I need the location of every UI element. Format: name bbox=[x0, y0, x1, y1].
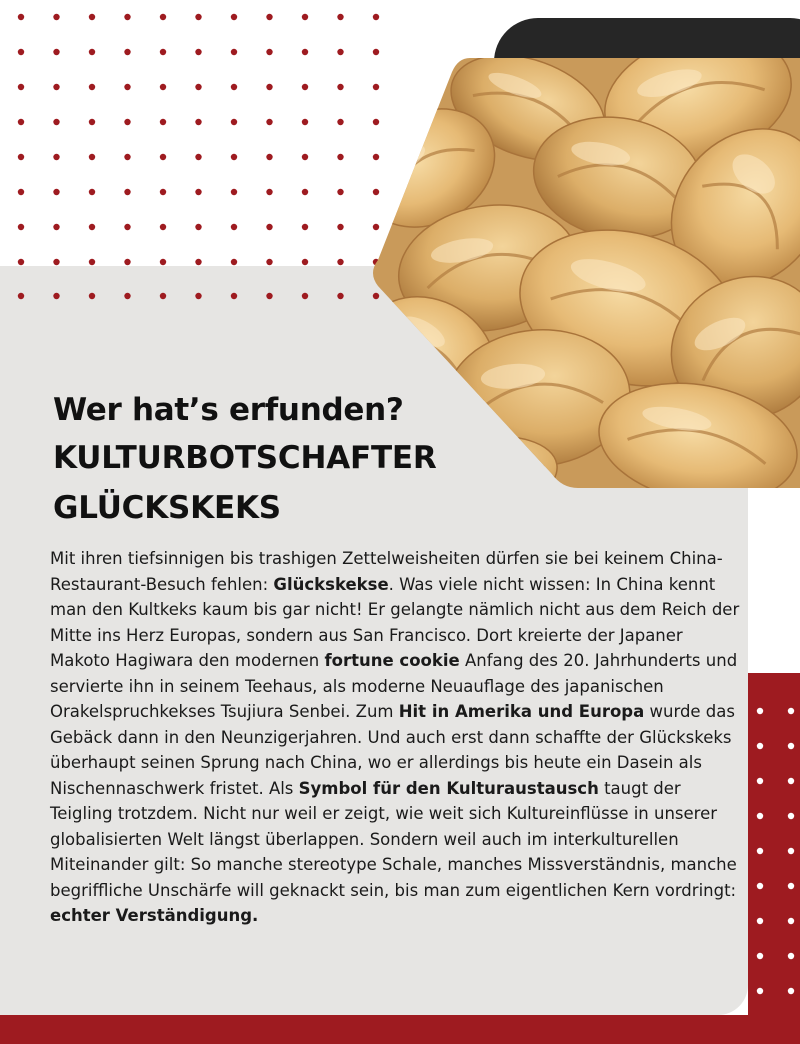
body-emphasis: echter Verständigung. bbox=[50, 906, 259, 925]
decorative-dot bbox=[89, 119, 95, 125]
decorative-dot bbox=[124, 84, 130, 90]
decorative-dot bbox=[195, 224, 201, 230]
decorative-dot bbox=[89, 49, 95, 55]
decorative-dot bbox=[337, 224, 343, 230]
decorative-dot bbox=[89, 259, 95, 265]
decorative-dot bbox=[89, 189, 95, 195]
decorative-dot bbox=[195, 14, 201, 20]
decorative-dot bbox=[231, 224, 237, 230]
decorative-dot bbox=[18, 189, 24, 195]
decorative-dot bbox=[53, 189, 59, 195]
decorative-dot bbox=[160, 259, 166, 265]
decorative-dot bbox=[337, 49, 343, 55]
decorative-dot bbox=[53, 14, 59, 20]
decorative-dot bbox=[124, 119, 130, 125]
body-emphasis: Hit in Amerika und Europa bbox=[398, 702, 645, 721]
decorative-dot bbox=[231, 189, 237, 195]
decorative-dot bbox=[53, 224, 59, 230]
decorative-dot bbox=[266, 49, 272, 55]
decorative-dot bbox=[18, 84, 24, 90]
decorative-dot bbox=[266, 154, 272, 160]
decorative-dot bbox=[53, 119, 59, 125]
decorative-dot bbox=[124, 14, 130, 20]
heading-title-line1: KULTURBOTSCHAFTER bbox=[53, 440, 437, 476]
decorative-dot bbox=[195, 154, 201, 160]
decorative-dot bbox=[195, 259, 201, 265]
decorative-dot bbox=[18, 259, 24, 265]
red-bottom-band bbox=[0, 1015, 800, 1044]
decorative-dot bbox=[266, 84, 272, 90]
decorative-dot bbox=[18, 49, 24, 55]
decorative-dot bbox=[89, 84, 95, 90]
body-emphasis: fortune cookie bbox=[324, 651, 460, 670]
decorative-dot bbox=[266, 224, 272, 230]
decorative-dot bbox=[160, 224, 166, 230]
decorative-dot bbox=[337, 154, 343, 160]
decorative-dot bbox=[373, 14, 379, 20]
decorative-dot bbox=[89, 224, 95, 230]
body-emphasis: Glückskekse bbox=[273, 574, 389, 594]
decorative-dot bbox=[266, 189, 272, 195]
decorative-dot bbox=[89, 154, 95, 160]
decorative-dot bbox=[302, 224, 308, 230]
decorative-dot bbox=[53, 259, 59, 265]
decorative-dot bbox=[18, 14, 24, 20]
body-text-segment: taugt der Teigling trotzdem. Nicht nur weil er zeigt, wie weit sich Kultureinflüsse in unserer globalisierten Welt längst überlappen. Sondern weil auch im interkulturellen Miteinander gilt: So manche stereotype Schale, manches Missverständnis, manche begriffliche Unschärfe will geknackt sein, bis man zum eigentlichen Kern vordringt: bbox=[50, 778, 737, 900]
decorative-dot bbox=[160, 119, 166, 125]
decorative-dot bbox=[373, 49, 379, 55]
decorative-dot bbox=[18, 224, 24, 230]
decorative-dot bbox=[302, 14, 308, 20]
body-emphasis: Symbol für den Kulturaustausch bbox=[298, 778, 599, 798]
decorative-dot bbox=[302, 49, 308, 55]
decorative-dot bbox=[302, 84, 308, 90]
decorative-dot bbox=[231, 119, 237, 125]
decorative-dot bbox=[337, 14, 343, 20]
decorative-dot bbox=[231, 14, 237, 20]
decorative-dot bbox=[231, 259, 237, 265]
decorative-dot bbox=[302, 259, 308, 265]
decorative-dot bbox=[195, 84, 201, 90]
decorative-dot bbox=[124, 154, 130, 160]
decorative-dot bbox=[195, 119, 201, 125]
heading-block bbox=[53, 388, 613, 533]
decorative-dot bbox=[53, 49, 59, 55]
decorative-dot bbox=[266, 14, 272, 20]
decorative-dot bbox=[231, 49, 237, 55]
body-text-segment: wurde das Gebäck dann in den Neunzigerjahren. Und auch erst dann schaffte der Glückskeks überhaupt seinen Sprung nach China, wo er allerdings bis heute ein Dasein als Nischennaschwerk fristet. Als bbox=[50, 702, 735, 798]
decorative-dot bbox=[124, 259, 130, 265]
decorative-dot bbox=[266, 119, 272, 125]
heading-title-line2: GLÜCKSKEKS bbox=[53, 490, 281, 526]
decorative-dot bbox=[160, 154, 166, 160]
red-side-block bbox=[748, 673, 800, 1044]
decorative-dot bbox=[124, 189, 130, 195]
decorative-dot bbox=[53, 154, 59, 160]
decorative-dot bbox=[53, 84, 59, 90]
decorative-dot bbox=[124, 49, 130, 55]
body-text-segment: . Was viele nicht wissen: In China kennt man den Kultkeks kaum bis gar nicht! Er gelangte nämlich nicht aus dem Reich der Mitte ins Herz Europas, sondern aus San Francisco. Dort kreierte der Japaner Makoto Hagiwara den modernen bbox=[50, 574, 740, 670]
article-body bbox=[50, 546, 740, 929]
decorative-dot bbox=[124, 224, 130, 230]
body-text-segment: Anfang des 20. Jahrhunderts und servierte ihn in seinem Teehaus, als moderne Neuauflage des japanischen Orakelspruchkekses Tsujiura Senbei. Zum bbox=[50, 651, 738, 721]
decorative-dot bbox=[18, 154, 24, 160]
decorative-dot bbox=[266, 259, 272, 265]
decorative-dot bbox=[231, 154, 237, 160]
decorative-dot bbox=[195, 189, 201, 195]
decorative-dot bbox=[302, 154, 308, 160]
decorative-dot bbox=[18, 119, 24, 125]
body-text-segment: Mit ihren tiefsinnigen bis trashigen Zettelweisheiten dürfen sie bei keinem China-Restaurant-Besuch fehlen: bbox=[50, 549, 723, 594]
decorative-dot bbox=[195, 49, 201, 55]
decorative-dot bbox=[89, 14, 95, 20]
decorative-dot bbox=[302, 189, 308, 195]
decorative-dot bbox=[231, 84, 237, 90]
heading-question: Wer hat’s erfunden? bbox=[53, 392, 404, 428]
decorative-dot bbox=[160, 49, 166, 55]
decorative-dot bbox=[160, 189, 166, 195]
decorative-dot bbox=[302, 119, 308, 125]
decorative-dot bbox=[160, 14, 166, 20]
decorative-dot bbox=[337, 259, 343, 265]
decorative-dot bbox=[160, 84, 166, 90]
decorative-dot bbox=[337, 119, 343, 125]
decorative-dot bbox=[337, 189, 343, 195]
decorative-dot bbox=[337, 84, 343, 90]
